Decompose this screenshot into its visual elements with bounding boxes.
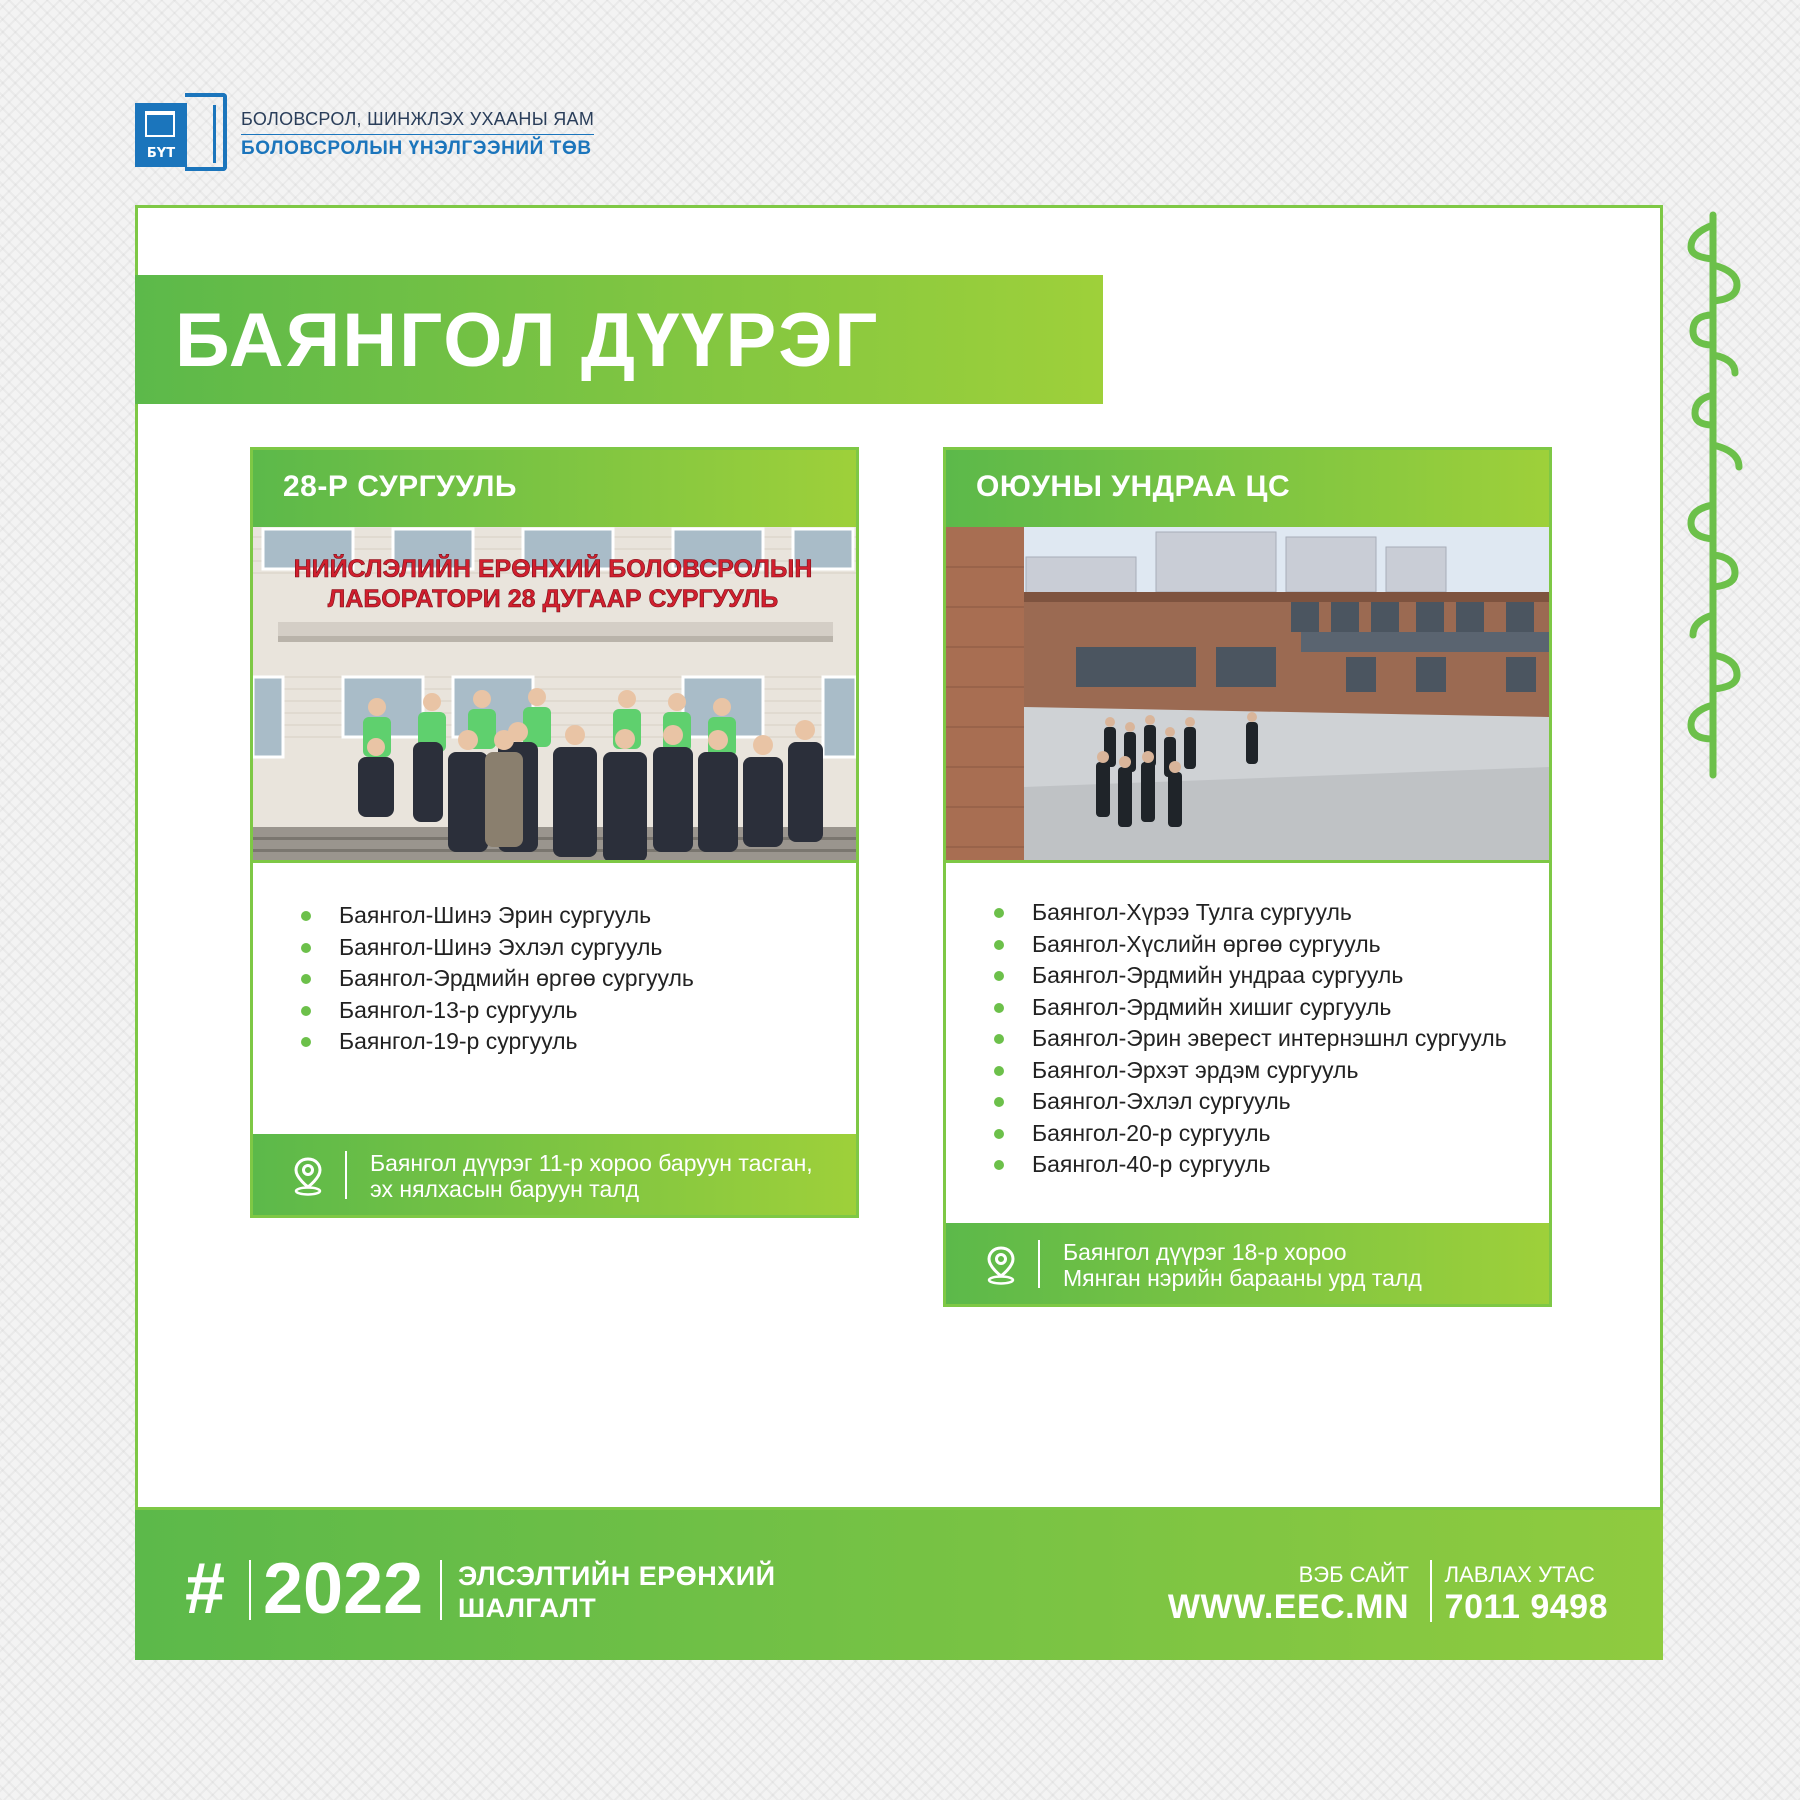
location-pin-icon xyxy=(984,1245,1018,1285)
school-photo xyxy=(253,527,856,863)
school-photo xyxy=(946,527,1549,863)
photo-sign-line1: НИЙСЛЭЛИЙН ЕРӨНХИЙ БОЛОВСРОЛЫН xyxy=(293,555,813,583)
address-bar xyxy=(253,1134,856,1215)
exam-year: 2022 xyxy=(263,1549,424,1629)
list-item: Баянгол-Хүслийн өргөө сургууль xyxy=(994,929,1507,961)
school-list xyxy=(994,897,1507,1181)
address-line: эх нялхасын баруун талд xyxy=(370,1176,640,1202)
school-card-28 xyxy=(250,447,859,1218)
list-item: Баянгол-Эрдмийн хишиг сургууль xyxy=(994,992,1507,1024)
list-item: Баянгол-Хүрээ Тулга сургууль xyxy=(994,897,1507,929)
list-item: Баянгол-Эрин эверест интернэшнл сургууль xyxy=(994,1023,1507,1055)
location-pin-icon xyxy=(291,1156,325,1196)
address-line: Мянган нэрийн барааны урд талд xyxy=(1063,1265,1422,1291)
school-list xyxy=(301,900,694,1058)
website-label: ВЭБ САЙТ xyxy=(1298,1562,1409,1587)
ministry-logo xyxy=(135,93,594,175)
address-text xyxy=(1063,1239,1422,1291)
address-line: Баянгол дүүрэг 11-р хороо баруун тасган, xyxy=(370,1150,813,1176)
card-header xyxy=(253,450,856,527)
school-card-oyuny-undraa xyxy=(943,447,1552,1307)
hashtag-symbol: # xyxy=(185,1549,226,1629)
footer-banner xyxy=(135,1510,1663,1660)
exam-name-line: ЭЛСЭЛТИЙН ЕРӨНХИЙ xyxy=(458,1561,776,1591)
list-item: Баянгол-19-р сургууль xyxy=(301,1026,694,1058)
ministry-logo-icon xyxy=(135,93,231,175)
card-title: ОЮУНЫ УНДРАА ЦС xyxy=(976,470,1291,503)
address-text xyxy=(370,1150,813,1202)
phone-block xyxy=(1445,1562,1608,1627)
logo-abbr: БҮТ xyxy=(146,146,176,161)
list-item: Баянгол-20-р сургууль xyxy=(994,1118,1507,1150)
center-name: БОЛОВСРОЛЫН ҮНЭЛГЭЭНИЙ ТӨВ xyxy=(241,137,592,159)
list-item: Баянгол-Шинэ Эрин сургууль xyxy=(301,900,694,932)
phone-number[interactable]: 7011 9498 xyxy=(1444,1588,1608,1626)
photo-sign-line2: ЛАБОРАТОРИ 28 ДУГААР СУРГУУЛЬ xyxy=(327,585,779,613)
address-line: Баянгол дүүрэг 18-р хороо xyxy=(1063,1239,1347,1265)
list-item: Баянгол-40-р сургууль xyxy=(994,1149,1507,1181)
list-item: Баянгол-Эрхэт эрдэм сургууль xyxy=(994,1055,1507,1087)
website-block xyxy=(1168,1562,1409,1627)
list-item: Баянгол-Эрдмийн ундраа сургууль xyxy=(994,960,1507,992)
ministry-name: БОЛОВСРОЛ, ШИНЖЛЭХ УХААНЫ ЯАМ xyxy=(241,109,594,135)
card-header xyxy=(946,450,1549,527)
list-item: Баянгол-Эрдмийн өргөө сургууль xyxy=(301,963,694,995)
title-banner xyxy=(135,275,1103,404)
list-item: Баянгол-13-р сургууль xyxy=(301,995,694,1027)
website-link[interactable]: WWW.EEC.MN xyxy=(1167,1588,1409,1626)
phone-label: ЛАВЛАХ УТАС xyxy=(1444,1562,1595,1587)
address-bar xyxy=(946,1223,1549,1304)
exam-name-line: ШАЛГАЛТ xyxy=(458,1593,597,1623)
page-title: БАЯНГОЛ ДҮҮРЭГ xyxy=(175,298,880,383)
list-item: Баянгол-Эхлэл сургууль xyxy=(994,1086,1507,1118)
exam-name xyxy=(458,1560,776,1624)
list-item: Баянгол-Шинэ Эхлэл сургууль xyxy=(301,932,694,964)
card-title: 28-Р СУРГУУЛЬ xyxy=(283,470,517,503)
mongolian-script-decoration xyxy=(1673,205,1753,785)
